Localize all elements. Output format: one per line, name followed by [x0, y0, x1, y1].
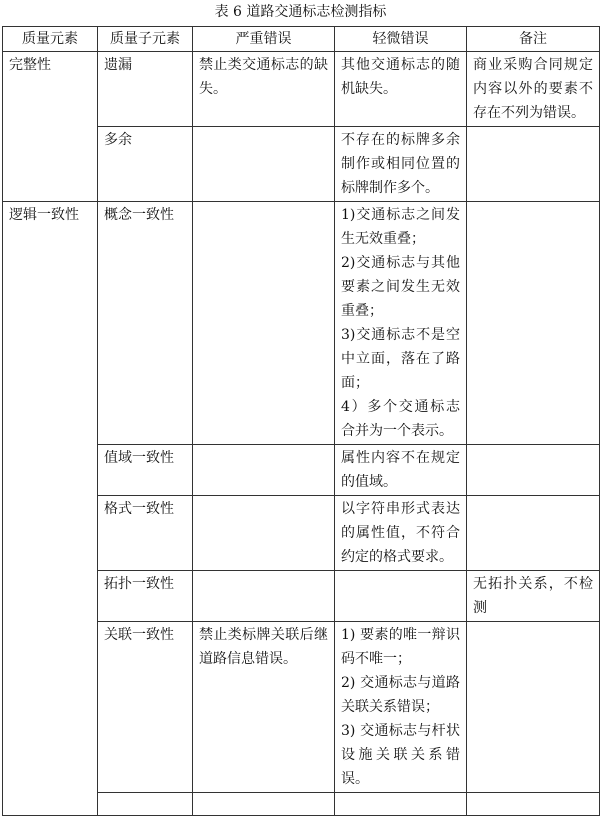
note-cell: [467, 496, 600, 571]
serious-error-cell: [193, 496, 335, 571]
header-cell: 质量元素: [3, 27, 98, 52]
table-cell: [193, 793, 335, 816]
minor-error-cell: [335, 202, 467, 445]
header-cell: 轻微错误: [335, 27, 467, 52]
header-cell: 质量子元素: [98, 27, 193, 52]
table-caption: 表 6 道路交通标志检测指标: [214, 4, 387, 20]
sub-element-cell: 关联一致性: [98, 622, 193, 793]
note-cell: [467, 445, 600, 496]
list-item: 2)交通标志与其他要素之间发生无效重叠；: [341, 255, 460, 319]
minor-error-cell: [335, 622, 467, 793]
cell-text: 以字符串形式表达的属性值，不符合约定的格式要求。: [341, 501, 460, 565]
serious-error-cell: [193, 571, 335, 622]
sub-element-cell: 多余: [98, 127, 193, 202]
serious-error-cell: [193, 445, 335, 496]
serious-error-cell: [193, 52, 335, 127]
serious-error-cell: [193, 202, 335, 445]
table-cell: [98, 793, 193, 816]
serious-error-cell: [193, 622, 335, 793]
list-item: 3)交通标志不是空中立面，落在了路面；: [341, 327, 460, 391]
table-row: [3, 202, 600, 445]
cell-text: 商业采购合同规定内容以外的要素不存在不列为错误。: [473, 57, 593, 121]
detection-index-table: [2, 26, 600, 816]
minor-error-cell: [335, 571, 467, 622]
table-cell: [467, 793, 600, 816]
list-item: 3) 交通标志与杆状设施关联关系错误。: [341, 723, 460, 787]
serious-error-cell: [193, 127, 335, 202]
minor-error-cell: [335, 127, 467, 202]
table-row: [3, 52, 600, 127]
minor-error-cell: [335, 496, 467, 571]
element-cell: 逻辑一致性: [3, 202, 98, 816]
header-row: [3, 27, 600, 52]
sub-element-cell: 值域一致性: [98, 445, 193, 496]
note-cell: [467, 202, 600, 445]
list-item: 1)交通标志之间发生无效重叠；: [341, 207, 460, 247]
sub-element-cell: 概念一致性: [98, 202, 193, 445]
minor-error-cell: [335, 52, 467, 127]
note-cell: [467, 127, 600, 202]
cell-text: 属性内容不在规定的值域。: [341, 450, 460, 490]
note-cell: [467, 622, 600, 793]
cell-text: 无拓扑关系，不检测: [473, 576, 593, 616]
header-cell: 备注: [467, 27, 600, 52]
sub-element-cell: 格式一致性: [98, 496, 193, 571]
list-item: 1) 要素的唯一辩识码不唯一；: [341, 627, 460, 667]
element-cell: 完整性: [3, 52, 98, 202]
sub-element-cell: 拓扑一致性: [98, 571, 193, 622]
minor-error-cell: [335, 445, 467, 496]
list-item: 4）多个交通标志合并为一个表示。: [341, 399, 460, 439]
cell-text: 禁止类标牌关联后继道路信息错误。: [199, 627, 328, 667]
note-cell: [467, 571, 600, 622]
table-cell: [335, 793, 467, 816]
cell-text: 不存在的标牌多余制作或相同位置的标牌制作多个。: [341, 132, 460, 196]
list-item: 2) 交通标志与道路关联关系错误；: [341, 675, 460, 715]
sub-element-cell: 遗漏: [98, 52, 193, 127]
header-cell: 严重错误: [193, 27, 335, 52]
note-cell: [467, 52, 600, 127]
cell-text: 禁止类交通标志的缺失。: [199, 57, 328, 97]
cell-text: 其他交通标志的随机缺失。: [341, 57, 460, 97]
